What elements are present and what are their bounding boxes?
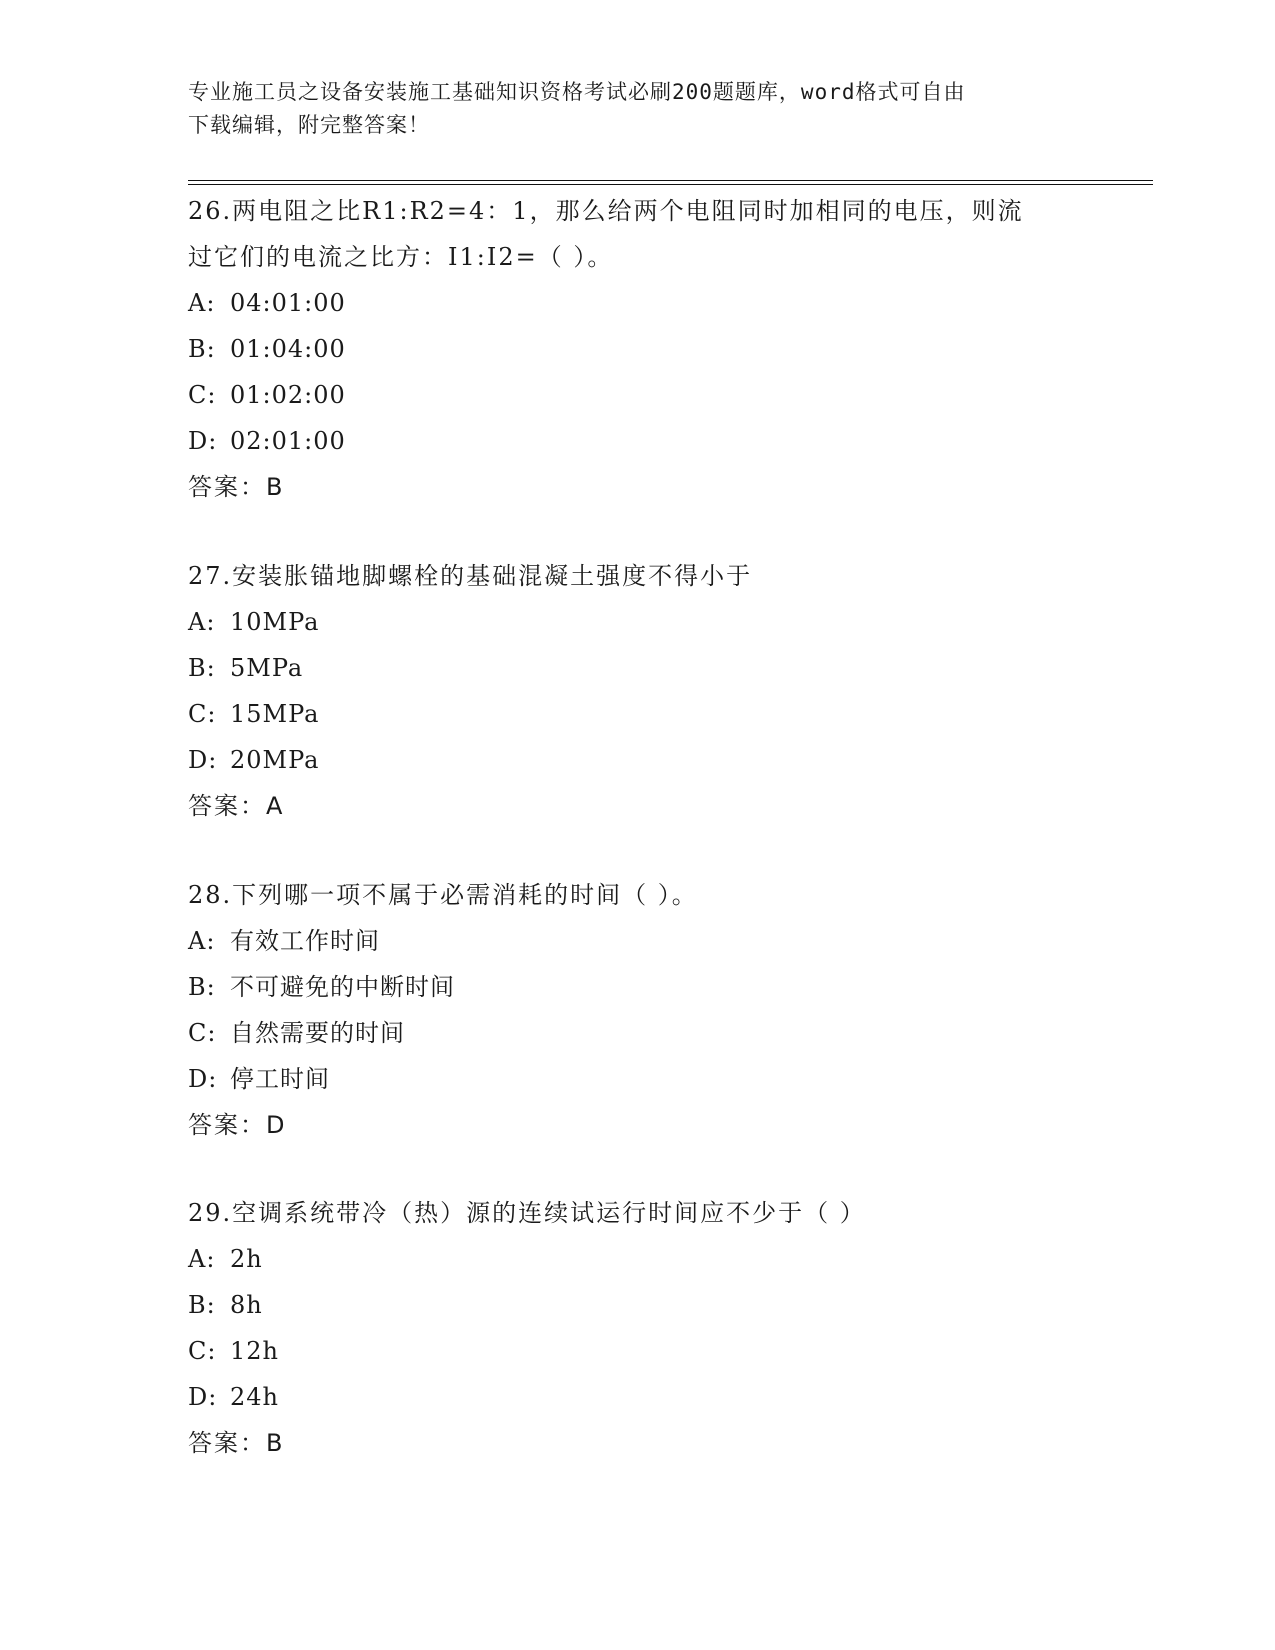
question-26 [188,188,1088,510]
option-letter: C: [188,1337,217,1365]
option-a [188,599,1088,645]
question-stem: 29.空调系统带冷（热）源的连续试运行时间应不少于（ ） [188,1199,866,1227]
header-divider-top [188,180,1153,181]
option-text: 有效工作时间 [230,927,380,955]
option-text: 2h [230,1245,263,1273]
question-29 [188,1190,1088,1466]
option-text: 01:04:00 [230,335,346,363]
option-text: 不可避免的中断时间 [230,973,455,1001]
question-stem: 28.下列哪一项不属于必需消耗的时间（ ）。 [188,881,698,909]
option-d [188,1056,1088,1102]
option-letter: B: [188,1291,216,1319]
question-27 [188,553,1088,829]
option-text: 自然需要的时间 [230,1019,405,1047]
option-text: 8h [230,1291,263,1319]
option-text: 02:01:00 [230,427,346,455]
option-letter: A: [188,608,216,636]
option-letter: B: [188,654,216,682]
question-stem: 27.安装胀锚地脚螺栓的基础混凝土强度不得小于 [188,562,753,590]
option-letter: D: [188,1065,218,1093]
answer-line: 答案：B [188,1429,285,1457]
option-text: 04:01:00 [230,289,346,317]
question-stem-continuation: 过它们的电流之比方：I1:I2=（ ）。 [188,243,614,271]
option-letter: D: [188,427,218,455]
question-28 [188,872,1088,1148]
option-c [188,1010,1088,1056]
option-letter: D: [188,1383,218,1411]
option-c [188,372,1088,418]
option-letter: C: [188,381,217,409]
question-stem: 26.两电阻之比R1:R2=4：1，那么给两个电阻同时加相同的电压，则流 [188,197,1024,225]
option-a [188,918,1088,964]
option-b [188,645,1088,691]
option-text: 20MPa [230,746,320,774]
option-text: 5MPa [230,654,304,682]
option-d [188,418,1088,464]
option-text: 24h [230,1383,279,1411]
header-title-line-1: 专业施工员之设备安装施工基础知识资格考试必刷200题题库，word格式可自由 [188,80,966,104]
header-title-line-2: 下载编辑，附完整答案！ [188,113,430,137]
option-text: 15MPa [230,700,320,728]
option-letter: C: [188,1019,217,1047]
option-d [188,737,1088,783]
option-letter: A: [188,927,216,955]
answer-line: 答案：D [188,1111,287,1139]
option-b [188,964,1088,1010]
header-divider-bottom [188,184,1153,185]
option-letter: C: [188,700,217,728]
option-a [188,280,1088,326]
option-text: 01:02:00 [230,381,346,409]
document-header [188,76,1068,142]
option-text: 停工时间 [230,1065,330,1093]
option-text: 12h [230,1337,279,1365]
option-letter: A: [188,1245,216,1273]
option-text: 10MPa [230,608,320,636]
option-c [188,691,1088,737]
option-letter: B: [188,973,216,1001]
option-letter: D: [188,746,218,774]
option-letter: B: [188,335,216,363]
option-d [188,1374,1088,1420]
option-letter: A: [188,289,216,317]
option-b [188,1282,1088,1328]
answer-line: 答案：B [188,473,285,501]
option-c [188,1328,1088,1374]
answer-line: 答案：A [188,792,285,820]
option-a [188,1236,1088,1282]
option-b [188,326,1088,372]
